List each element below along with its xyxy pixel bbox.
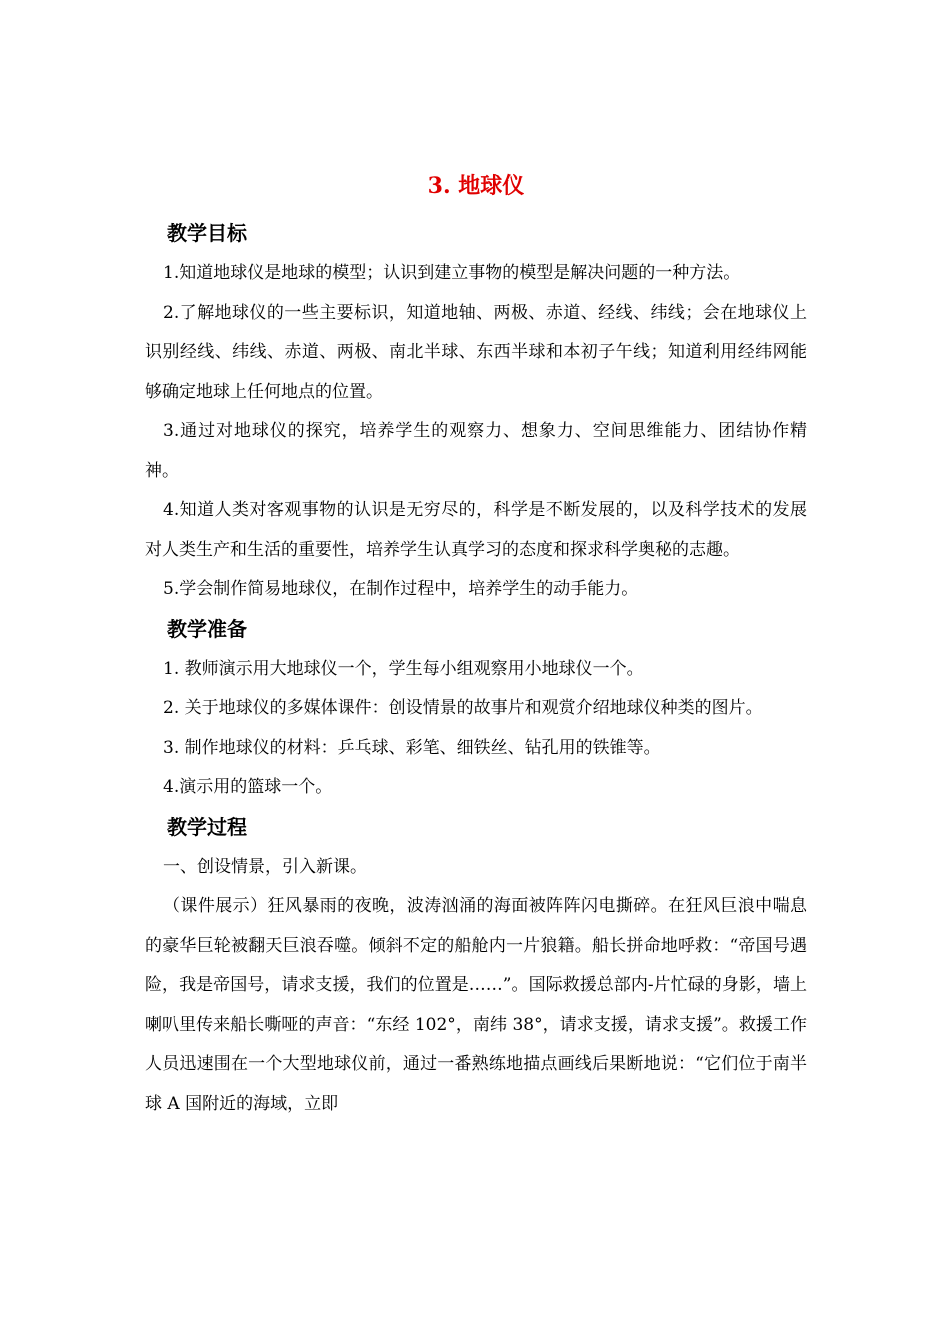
paragraph: （课件展示）狂风暴雨的夜晚，波涛汹涌的海面被阵阵闪电撕碎。在狂风巨浪中喘息的豪华巨轮被翻天巨浪吞噬。倾斜不定的船舱内一片狼籍。船长拼命地呼救：“帝国号遇险，我是帝国号，请求支援，我们的位置是……”。国际救援总部内-片忙碌的身影，墙上喇叭里传来船长嘶哑的声音：“东经 102°，南纬 38°，请求支援，请求支援”。救援工作人员迅速围在一个大型地球仪前，通过一番熟练地描点画线后果断地说：“它们位于南半球 A 国附近的海域，立即 — [145, 896, 807, 1114]
section-teaching-goals — [145, 218, 807, 610]
paragraph: 3. 制作地球仪的材料：乒乓球、彩笔、细铁丝、钻孔用的铁锥等。 — [163, 737, 661, 758]
paragraph: 1. 教师演示用大地球仪一个，学生每小组观察用小地球仪一个。 — [163, 658, 644, 679]
paragraph: 3.通过对地球仪的探究，培养学生的观察力、想象力、空间思维能力、团结协作精神。 — [145, 421, 807, 481]
paragraph: 4.知道人类对客观事物的认识是无穷尽的，科学是不断发展的，以及科学技术的发展对人类生产和生活的重要性，培养学生认真学习的态度和探求科学奥秘的志趣。 — [145, 500, 807, 560]
section-heading: 教学目标 — [167, 221, 247, 245]
paragraph: 2. 关于地球仪的多媒体课件：创设情景的故事片和观赏介绍地球仪种类的图片。 — [163, 698, 763, 718]
section-teaching-preparation — [145, 614, 807, 808]
paragraph: 1.知道地球仪是地球的模型；认识到建立事物的模型是解决问题的一种方法。 — [163, 263, 741, 283]
section-heading: 教学过程 — [167, 814, 247, 839]
paragraph: 5.学会制作简易地球仪，在制作过程中，培养学生的动手能力。 — [163, 579, 639, 599]
paragraph: 4.演示用的篮球一个。 — [163, 777, 333, 797]
document-title: 3. 地球仪 — [427, 173, 525, 199]
section-heading: 教学准备 — [167, 616, 247, 641]
section-teaching-process — [145, 812, 807, 1125]
paragraph: 2.了解地球仪的一些主要标识，知道地轴、两极、赤道、经线、纬线；会在地球仪上识别经线、纬线、赤道、两极、南北半球、东西半球和本初子午线；知道利用经纬网能够确定地球上任何地点的位置。 — [145, 302, 807, 402]
paragraph: 一、创设情景，引入新课。 — [163, 856, 367, 877]
document-page — [145, 170, 807, 1128]
